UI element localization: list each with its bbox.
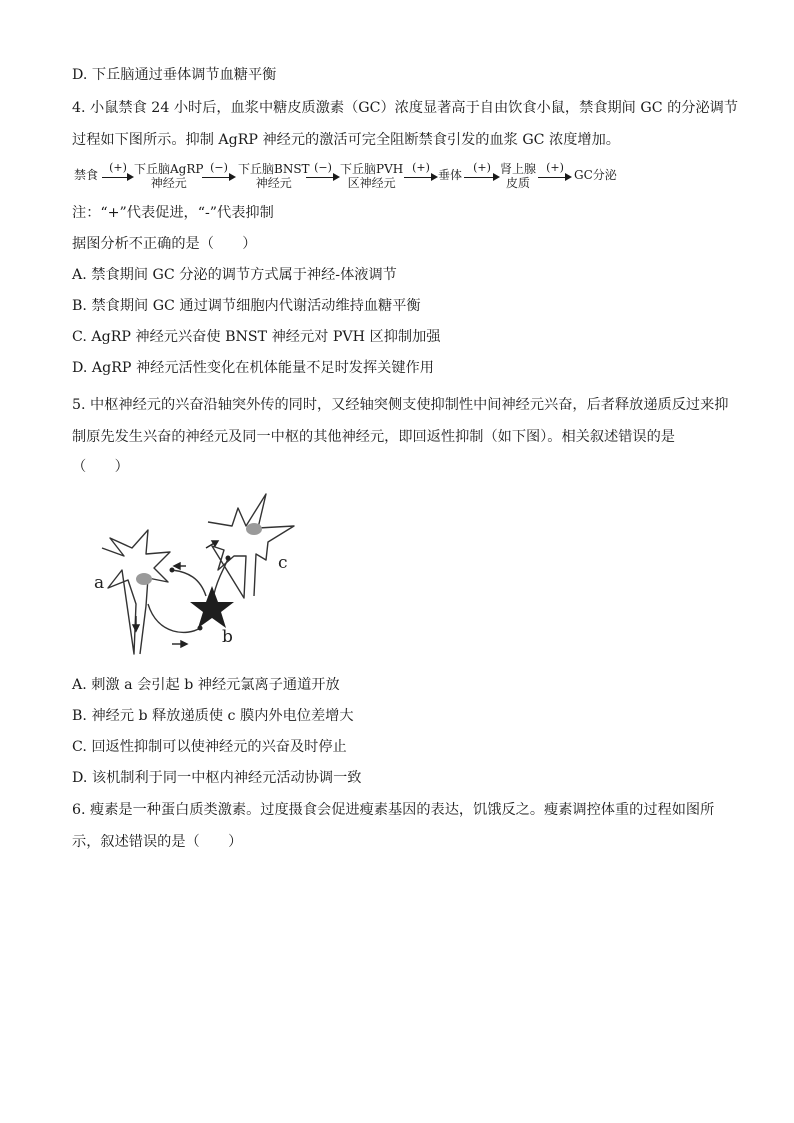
flow-node-gc-secretion: GC分泌 bbox=[574, 168, 617, 182]
neuron-c-nucleus bbox=[246, 523, 262, 535]
axon-a-to-b bbox=[148, 604, 200, 632]
label-b: b bbox=[222, 627, 233, 647]
flow-arrow-4 bbox=[404, 161, 438, 184]
q5-option-a: A. 刺激 a 会引起 b 神经元氯离子通道开放 bbox=[72, 677, 340, 693]
q6-stem-line2: 示，叙述错误的是（ ） bbox=[72, 834, 243, 850]
q4-option-a: A. 禁食期间 GC 分泌的调节方式属于神经-体液调节 bbox=[72, 267, 397, 283]
q4-stem-line2: 过程如下图所示。抑制 AgRP 神经元的激活可完全阻断禁食引发的血浆 GC 浓度增加。 bbox=[72, 132, 620, 148]
flow-arrow-5 bbox=[464, 161, 500, 184]
neuron-b-star bbox=[190, 586, 234, 628]
label-a: a bbox=[94, 573, 105, 593]
q4-option-c: C. AgRP 神经元兴奋使 BNST 神经元对 PVH 区抑制加强 bbox=[72, 329, 441, 345]
q4-flow-diagram bbox=[72, 160, 632, 194]
flow-node-bnst-line2: 神经元 bbox=[255, 176, 292, 190]
q5-stem-line2: 制原先发生兴奋的神经元及同一中枢的其他神经元，即回返性抑制（如下图）。相关叙述错误的是 bbox=[72, 429, 675, 445]
axon-b-to-c bbox=[214, 558, 228, 594]
q4-stem-line1: 4. 小鼠禁食 24 小时后，血浆中糖皮质激素（GC）浓度显著高于自由饮食小鼠，禁食期间 GC 的分泌调节 bbox=[72, 100, 739, 116]
neuron-c-body bbox=[208, 494, 294, 598]
flow-node-agrp bbox=[134, 162, 203, 190]
q4-option-d: D. AgRP 神经元活性变化在机体能量不足时发挥关键作用 bbox=[72, 360, 434, 376]
q3-option-d: D. 下丘脑通过垂体调节血糖平衡 bbox=[72, 67, 277, 83]
q4-question: 据图分析不正确的是（ ） bbox=[72, 236, 257, 252]
q4-note: 注：“+”代表促进，“-”代表抑制 bbox=[72, 205, 274, 221]
flow-arrow-6 bbox=[538, 161, 572, 184]
flow-arrow-1-sign: (+) bbox=[109, 161, 127, 174]
flow-node-fasting: 禁食 bbox=[74, 168, 99, 182]
q5-option-c: C. 回返性抑制可以使神经元的兴奋及时停止 bbox=[72, 739, 347, 755]
recurrent-inhibition-figure bbox=[88, 486, 318, 661]
flow-arrow-2 bbox=[202, 161, 236, 184]
flow-node-pituitary: 垂体 bbox=[438, 168, 463, 182]
q5-option-d: D. 该机制利于同一中枢内神经元活动协调一致 bbox=[72, 770, 362, 786]
neuron-a-nucleus bbox=[136, 573, 152, 585]
flow-node-bnst bbox=[238, 162, 310, 190]
q5-stem-line1: 5. 中枢神经元的兴奋沿轴突外传的同时，又经轴突侧支使抑制性中间神经元兴奋，后者释放递质反过来抑 bbox=[72, 397, 729, 413]
q6-stem-line1: 6. 瘦素是一种蛋白质类激素。过度摄食会促进瘦素基因的表达，饥饿反之。瘦素调控体重的过程如图所 bbox=[72, 802, 715, 818]
flow-arrow-6-sign: (+) bbox=[546, 161, 564, 174]
flow-arrow-5-sign: (+) bbox=[473, 161, 491, 174]
flow-node-agrp-line2: 神经元 bbox=[150, 176, 187, 190]
flow-arrow-1 bbox=[102, 161, 134, 184]
label-c: c bbox=[278, 553, 288, 573]
neuron-a-body bbox=[102, 530, 170, 654]
flow-node-adrenal-line1: 肾上腺 bbox=[500, 162, 537, 176]
flow-node-bnst-line1: 下丘脑BNST bbox=[238, 162, 310, 176]
q4-option-b: B. 禁食期间 GC 通过调节细胞内代谢活动维持血糖平衡 bbox=[72, 298, 421, 314]
flow-arrow-3 bbox=[306, 161, 340, 184]
flow-arrow-2-sign: (−) bbox=[210, 161, 228, 174]
flow-arrow-3-sign: (−) bbox=[314, 161, 332, 174]
flow-node-pvh bbox=[340, 162, 403, 190]
flow-node-adrenal-line2: 皮质 bbox=[506, 176, 531, 190]
q5-stem-line3: （ ） bbox=[72, 459, 129, 475]
flow-node-pvh-line1: 下丘脑PVH bbox=[340, 162, 404, 176]
flow-node-agrp-line1: 下丘脑AgRP bbox=[134, 162, 204, 176]
axon-b-to-a bbox=[172, 570, 206, 596]
flow-node-adrenal-cortex bbox=[500, 162, 536, 190]
flow-node-pvh-line2: 区神经元 bbox=[347, 176, 396, 190]
flow-arrow-4-sign: (+) bbox=[412, 161, 430, 174]
q5-option-b: B. 神经元 b 释放递质使 c 膜内外电位差增大 bbox=[72, 708, 354, 724]
